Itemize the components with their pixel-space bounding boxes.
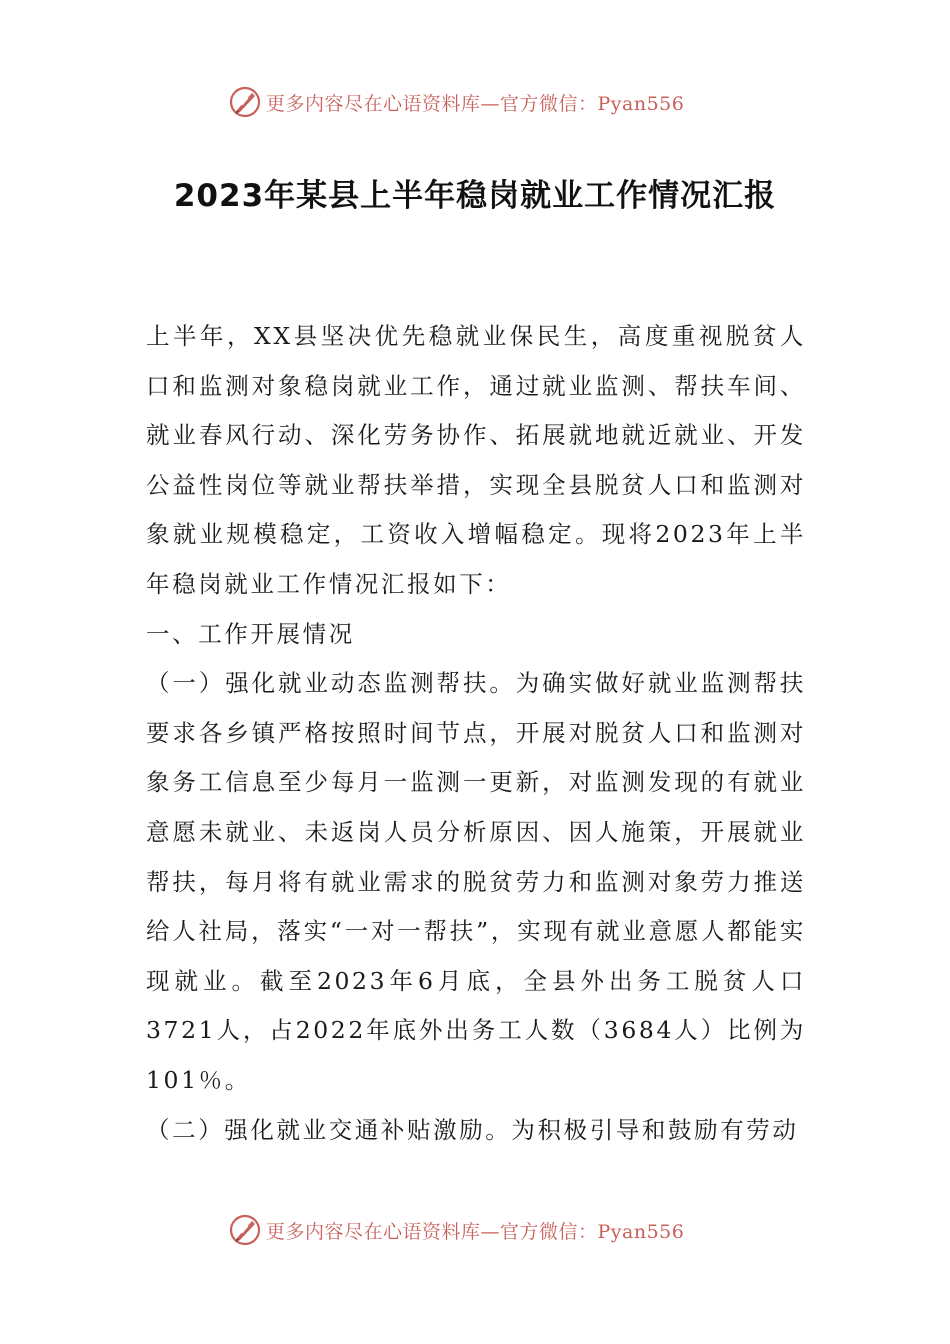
intro-paragraph: 上半年，XX县坚决优先稳就业保民生，高度重视脱贫人口和监测对象稳岗就业工作，通过就业监测、帮扶车间、就业春风行动、深化劳务协作、拓展就地就近就业、开发公益性岗位等就业帮扶举措，实现全县脱贫人口和监测对象就业规模稳定，工资收入增幅稳定。现将2023年上半年稳岗就业工作情况汇报如下： [146, 322, 806, 598]
subsection-paragraph-1: （一）强化就业动态监测帮扶。为确实做好就业监测帮扶要求各乡镇严格按照时间节点，开展对脱贫人口和监测对象务工信息至少每月一监测一更新，对监测发现的有就业意愿未就业、未返岗人员分析原因、因人施策，开展就业帮扶，每月将有就业需求的脱贫劳力和监测对象劳力推送给人社局，落实“一对一帮扶”，实现有就业意愿人都能实现就业。截至2023年6月底，全县外出务工脱贫人口3721人，占2022年底外出务工人数（3684人）比例为101％。 [146, 669, 806, 1094]
watermark-text: 更多内容尽在心语资料库—官方微信：Pyan556 [266, 92, 685, 115]
watermark-banner-top [228, 84, 748, 120]
watermark-text: 更多内容尽在心语资料库—官方微信：Pyan556 [266, 1220, 685, 1243]
quill-pen-icon [228, 85, 262, 119]
quill-pen-icon [228, 1213, 262, 1247]
watermark-banner-bottom [228, 1212, 748, 1248]
subsection-paragraph-2: （二）强化就业交通补贴激励。为积极引导和鼓励有劳动 [146, 1115, 799, 1144]
document-title: 2023年某县上半年稳岗就业工作情况汇报 [173, 178, 777, 214]
document-body [146, 312, 806, 1155]
section-heading: 一、工作开展情况 [146, 619, 355, 648]
